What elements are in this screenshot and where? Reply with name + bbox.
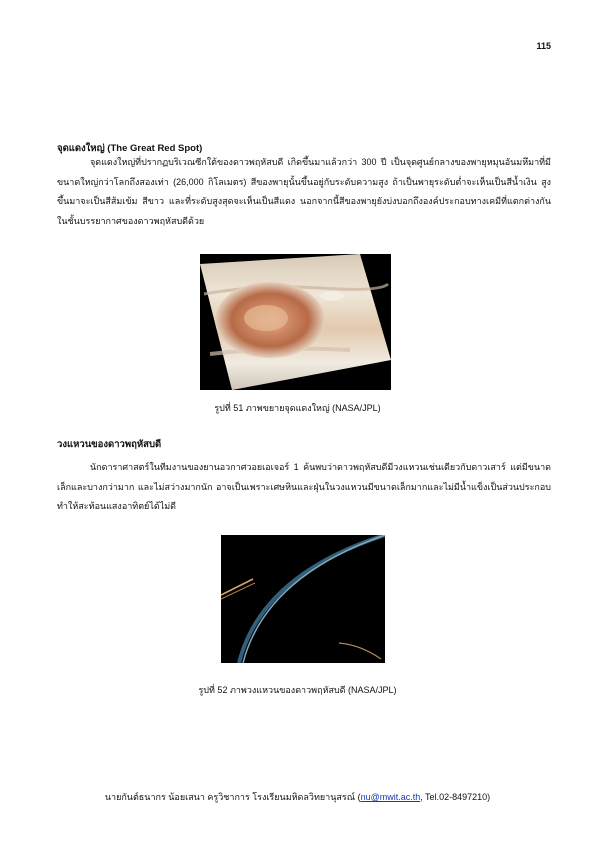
section-heading-great-red-spot: จุดแดงใหญ่ (The Great Red Spot) (57, 143, 203, 154)
footer-author-info (0, 790, 595, 804)
section-heading-jupiter-rings: วงแหวนของดาวพฤหัสบดี (57, 439, 162, 450)
jupiter-rings-image (221, 535, 385, 663)
footer-email-link[interactable]: nu@mwit.ac.th (360, 792, 421, 802)
page-number: 115 (536, 41, 551, 51)
footer-suffix: , Tel.02-8497210) (420, 792, 491, 802)
footer-prefix: นายกันต์ธนากร น้อยเสนา ครูวิชาการ โรงเรียนมหิดลวิทยานุสรณ์ ( (104, 792, 361, 802)
great-red-spot-image (200, 254, 391, 390)
paragraph-jupiter-rings: นักดาราศาสตร์ในทีมงานของยานอวกาศวอยเอเจอร์ 1 ค้นพบว่าดาวพฤหัสบดีมีวงแหวนเช่นเดียวกับดาวเสาร์ แต่มีขนาดเล็กและบางกว่ามาก และไม่สว่างมากนัก อาจเป็นเพราะเศษหินและฝุ่นในวงแหวนมีขนาดเล็กมากและไม่มีน้ำแข็งเป็นส่วนประกอบทำให้สะท้อนแสงอาทิตย์ได้ไม่ดี (57, 462, 551, 511)
figure-caption-51: รูปที่ 51 ภาพขยายจุดแดงใหญ่ (NASA/JPL) (214, 403, 381, 413)
paragraph-great-red-spot: จุดแดงใหญ่ที่ปรากฏบริเวณซีกใต้ของดาวพฤหัสบดี เกิดขึ้นมาแล้วกว่า 300 ปี เป็นจุดศูนย์กลางของพายุหมุนอันมหึมาที่มีขนาดใหญ่กว่าโลกถึงสองเท่า (26,000 กิโลเมตร) สีของพายุนั้นขึ้นอยู่กับระดับความสูง ถ้าเป็นพายุระดับต่ำจะเห็นเป็นสีน้ำเงิน สูงขึ้นมาจะเป็นสีส้มเข้ม สีขาว และที่ระดับสูงสุดจะเห็นเป็นสีแดง นอกจากนี้สีของพายุยังบ่งบอกถึงองค์ประกอบทางเคมีที่แตกต่างกันในชั้นบรรยากาศของดาวพฤหัสบดีด้วย (57, 157, 551, 226)
figure-caption-52: รูปที่ 52 ภาพวงแหวนของดาวพฤหัสบดี (NASA/JPL) (198, 685, 397, 695)
